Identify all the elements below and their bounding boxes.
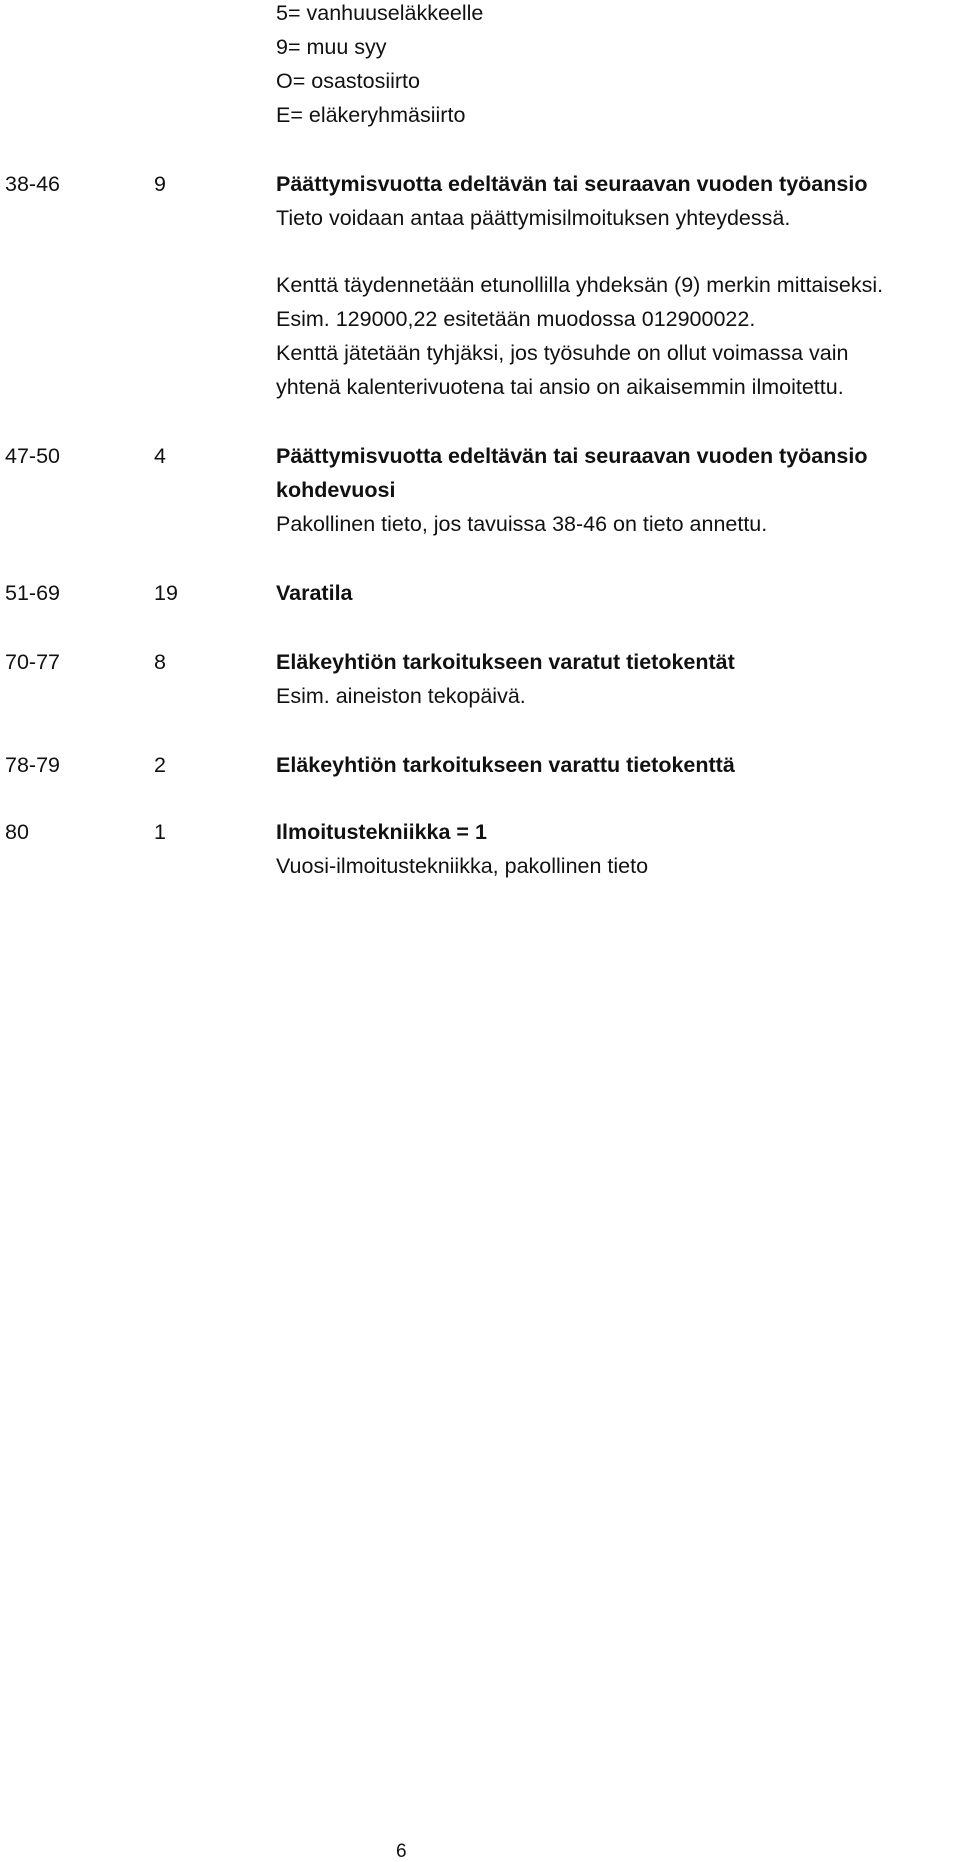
field-title: Eläkeyhtiön tarkoitukseen varattu tietokenttä [276, 753, 735, 777]
field-description: Esim. 129000,22 esitetään muodossa 012900022. [276, 307, 756, 331]
field-length: 8 [154, 650, 166, 674]
field-description: Kenttä täydennetään etunollilla yhdeksän (9) merkin mittaiseksi. [276, 273, 884, 297]
field-title: Päättymisvuotta edeltävän tai seuraavan vuoden työansio [276, 444, 868, 468]
field-length: 4 [154, 444, 166, 468]
field-range: 78-79 [5, 753, 60, 777]
field-description: Tieto voidaan antaa päättymisilmoituksen yhteydessä. [276, 206, 791, 230]
code-list-item: 9= muu syy [276, 35, 387, 59]
field-length: 2 [154, 753, 166, 777]
page-number: 6 [396, 1841, 407, 1862]
code-list-item: 5= vanhuuseläkkeelle [276, 1, 484, 25]
field-description: Vuosi-ilmoitustekniikka, pakollinen tieto [276, 854, 649, 878]
field-title: Päättymisvuotta edeltävän tai seuraavan vuoden työansio [276, 172, 868, 196]
field-range: 38-46 [5, 172, 60, 196]
code-list-item: E= eläkeryhmäsiirto [276, 103, 466, 127]
field-range: 47-50 [5, 444, 60, 468]
field-title: kohdevuosi [276, 478, 396, 502]
code-list-item: O= osastosiirto [276, 69, 420, 93]
field-title: Eläkeyhtiön tarkoitukseen varatut tietokentät [276, 650, 735, 674]
field-range: 70-77 [5, 650, 60, 674]
field-length: 9 [154, 172, 166, 196]
field-description: Esim. aineiston tekopäivä. [276, 684, 526, 708]
field-range: 51-69 [5, 581, 60, 605]
field-title: Varatila [276, 581, 353, 605]
field-title: Ilmoitustekniikka = 1 [276, 820, 487, 844]
field-description: Pakollinen tieto, jos tavuissa 38-46 on tieto annettu. [276, 512, 768, 536]
field-range: 80 [5, 820, 29, 844]
field-length: 1 [154, 820, 166, 844]
field-length: 19 [154, 581, 178, 605]
field-description: yhtenä kalenterivuotena tai ansio on aikaisemmin ilmoitettu. [276, 375, 844, 399]
field-description: Kenttä jätetään tyhjäksi, jos työsuhde on ollut voimassa vain [276, 341, 849, 365]
